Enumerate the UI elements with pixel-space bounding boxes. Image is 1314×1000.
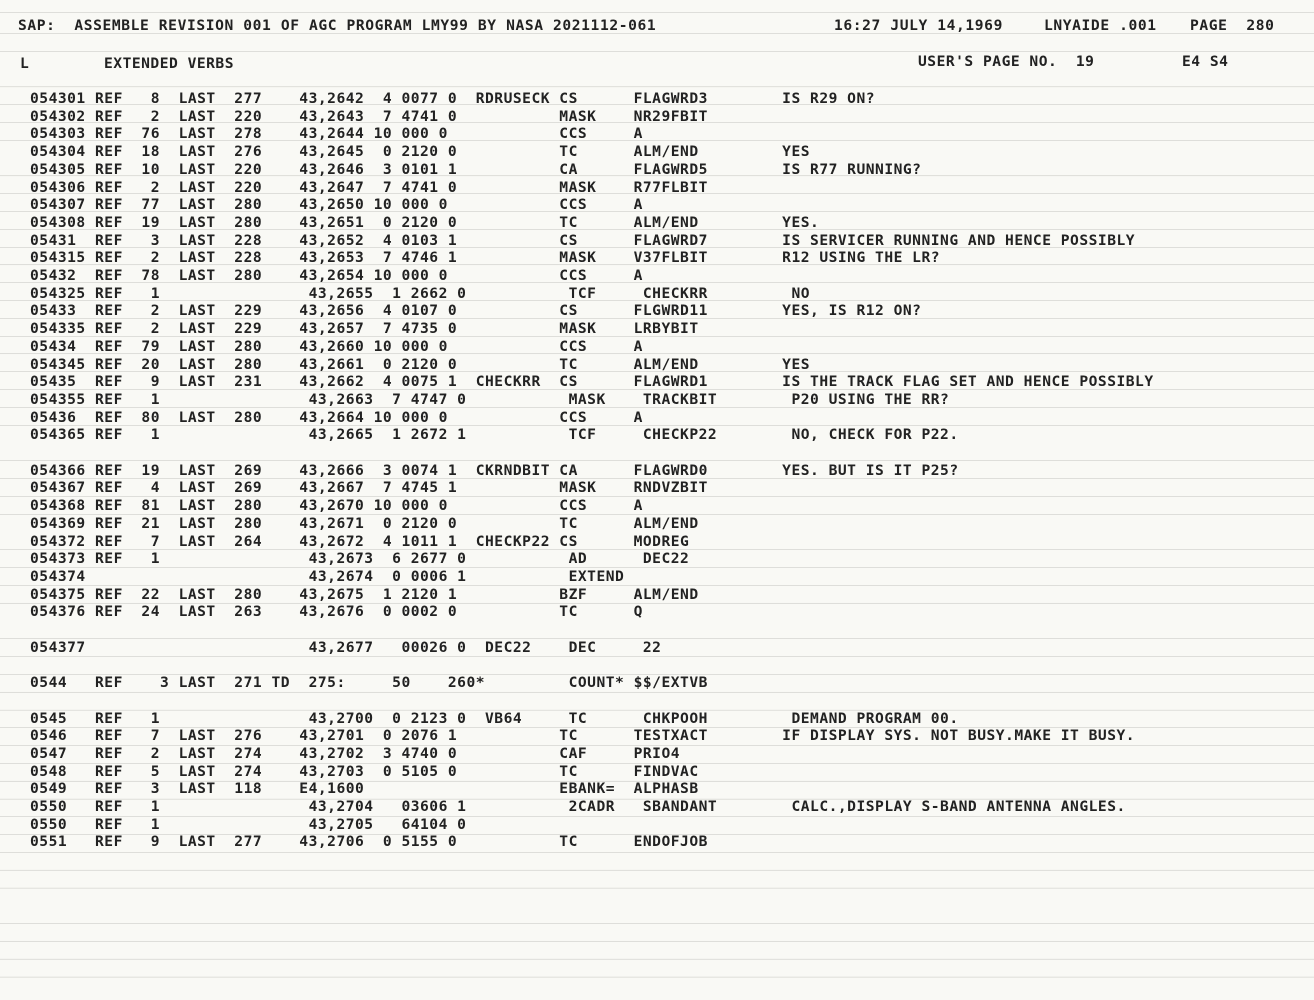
listing-line: 054315 REF 2 LAST 228 43,2653 7 4746 1 MASK V37FLBIT R12 USING THE LR?	[30, 249, 941, 267]
listing-line: 054377 43,2677 00026 0 DEC22 DEC 22	[30, 638, 662, 656]
listing-line: 054302 REF 2 LAST 220 43,2643 7 4741 0 MASK NR29FBIT	[30, 107, 708, 125]
subheader-marker: L	[20, 55, 30, 72]
header-title: SAP: ASSEMBLE REVISION 001 OF AGC PROGRAM LMY99 BY NASA 2021112-061	[18, 17, 657, 34]
section-title: EXTENDED VERBS	[104, 55, 235, 72]
listing-line: 054376 REF 24 LAST 263 43,2676 0 0002 0 TC Q	[30, 603, 643, 621]
listing-line: 0550 REF 1 43,2705 64104 0	[30, 815, 467, 833]
listing-line: 0544 REF 3 LAST 271 TD 275: 50 260* COUNT* $$/EXTVB	[30, 674, 708, 692]
listing-line: 054304 REF 18 LAST 276 43,2645 0 2120 0 TC ALM/END YES	[30, 143, 811, 161]
listing-line: 0545 REF 1 43,2700 0 2123 0 VB64 TC CHKPOOH DEMAND PROGRAM 00.	[30, 709, 959, 727]
listing-line: 054368 REF 81 LAST 280 43,2670 10 000 0 CCS A	[30, 497, 643, 515]
listing-line: 05434 REF 79 LAST 280 43,2660 10 000 0 CCS A	[30, 337, 643, 355]
listing-line: 0546 REF 7 LAST 276 43,2701 0 2076 1 TC TESTXACT IF DISPLAY SYS. NOT BUSY.MAKE IT BUSY.	[30, 727, 1136, 745]
bank-label: E4 S4	[1182, 53, 1229, 70]
listing-line: 05436 REF 80 LAST 280 43,2664 10 000 0 CCS A	[30, 408, 643, 426]
listing-line: 054375 REF 22 LAST 280 43,2675 1 2120 1 BZF ALM/END	[30, 585, 699, 603]
listing-line: 054369 REF 21 LAST 280 43,2671 0 2120 0 TC ALM/END	[30, 514, 699, 532]
users-page-number: USER'S PAGE NO. 19	[918, 53, 1095, 70]
listing-line: 05432 REF 78 LAST 280 43,2654 10 000 0 CCS A	[30, 267, 643, 284]
listing-line: 0548 REF 5 LAST 274 43,2703 0 5105 0 TC FINDVAC	[30, 762, 699, 780]
listing-line: 054366 REF 19 LAST 269 43,2666 3 0074 1 CKRNDBIT CA FLAGWRD0 YES. BUT IS IT P25?	[30, 461, 959, 479]
listing-line: 0547 REF 2 LAST 274 43,2702 3 4740 0 CAF PRIO4	[30, 744, 681, 762]
listing-line: 054373 REF 1 43,2673 6 2677 0 AD DEC22	[30, 550, 690, 568]
header-page: PAGE 280	[1190, 17, 1275, 34]
listing-line: 054305 REF 10 LAST 220 43,2646 3 0101 1 CA FLAGWRD5 IS R77 RUNNING?	[30, 160, 922, 178]
listing-line: 05435 REF 9 LAST 231 43,2662 4 0075 1 CHECKRR CS FLAGWRD1 IS THE TRACK FLAG SET AND HENCE POSSIBLY	[30, 373, 1154, 391]
listing-line: 0549 REF 3 LAST 118 E4,1600 EBANK= ALPHASB	[30, 780, 699, 798]
listing-line: 0550 REF 1 43,2704 03606 1 2CADR SBANDANT CALC.,DISPLAY S-BAND ANTENNA ANGLES.	[30, 798, 1126, 815]
listing-line: 05433 REF 2 LAST 229 43,2656 4 0107 0 CS FLGWRD11 YES, IS R12 ON?	[30, 302, 922, 320]
listing-line: 054325 REF 1 43,2655 1 2662 0 TCF CHECKRR NO	[30, 284, 811, 302]
listing-line: 054374 43,2674 0 0006 1 EXTEND	[30, 567, 625, 585]
listing-line: 054367 REF 4 LAST 269 43,2667 7 4745 1 MASK RNDVZBIT	[30, 479, 708, 497]
listing-line: 054303 REF 76 LAST 278 43,2644 10 000 0 CCS A	[30, 125, 643, 143]
listing-line: 054372 REF 7 LAST 264 43,2672 4 1011 1 CHECKP22 CS MODREG	[30, 532, 690, 550]
listing-line: 054301 REF 8 LAST 277 43,2642 4 0077 0 RDRUSECK CS FLAGWRD3 IS R29 ON?	[30, 90, 876, 107]
listing-line: 054345 REF 20 LAST 280 43,2661 0 2120 0 TC ALM/END YES	[30, 355, 811, 373]
listing-line: 054308 REF 19 LAST 280 43,2651 0 2120 0 TC ALM/END YES.	[30, 213, 820, 231]
listing-line: 054335 REF 2 LAST 229 43,2657 7 4735 0 MASK LRBYBIT	[30, 320, 699, 338]
header-lnyaide: LNYAIDE .001	[1044, 17, 1157, 34]
listing-line: 054306 REF 2 LAST 220 43,2647 7 4741 0 MASK R77FLBIT	[30, 178, 708, 196]
listing-line: 0551 REF 9 LAST 277 43,2706 0 5155 0 TC ENDOFJOB	[30, 833, 708, 851]
listing-line: 054307 REF 77 LAST 280 43,2650 10 000 0 CCS A	[30, 196, 643, 214]
listing-line: 05431 REF 3 LAST 228 43,2652 4 0103 1 CS FLAGWRD7 IS SERVICER RUNNING AND HENCE POSSIBLY	[30, 231, 1136, 249]
header-datetime: 16:27 JULY 14,1969	[834, 17, 1003, 34]
listing-line: 054365 REF 1 43,2665 1 2672 1 TCF CHECKP22 NO, CHECK FOR P22.	[30, 426, 959, 444]
listing-line: 054355 REF 1 43,2663 7 4747 0 MASK TRACKBIT P20 USING THE RR?	[30, 390, 950, 408]
